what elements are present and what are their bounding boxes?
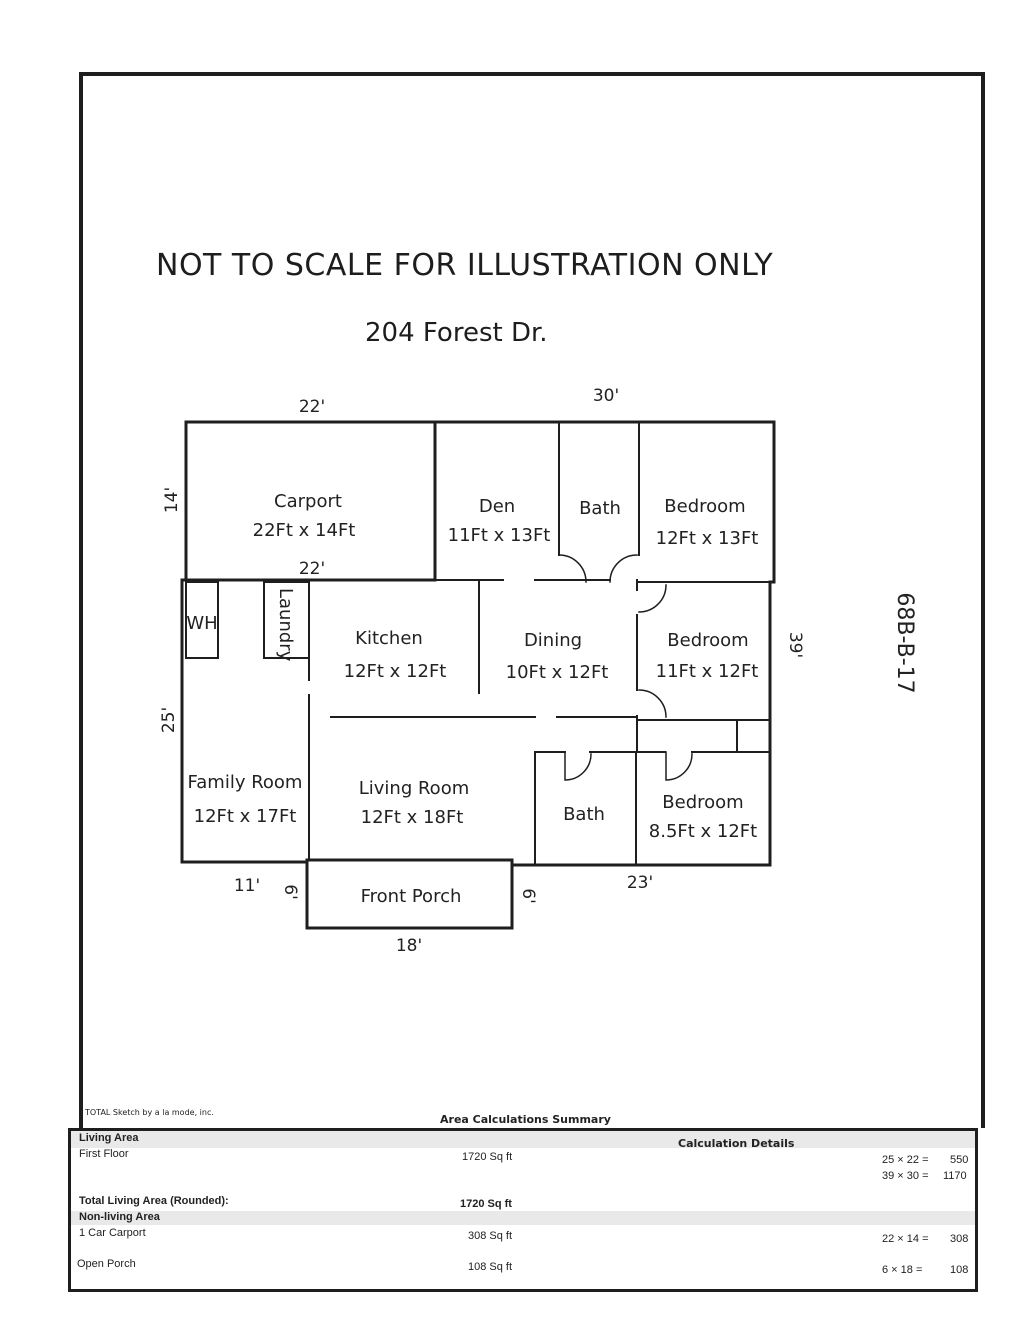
calc-2-result: 1170 [943,1170,967,1182]
dining-size: 10Ft x 12Ft [505,662,609,683]
dim-porch-bottom: 18' [395,936,423,956]
den-label: Den [478,496,516,517]
dim-porch-right: 6' [518,888,538,904]
family-room-size: 12Ft x 17Ft [193,806,297,827]
bath-top-label: Bath [579,498,621,519]
bedroom-2-size: 11Ft x 12Ft [655,661,759,682]
calc-3-result: 308 [950,1233,969,1245]
calc-2-expr: 39 × 30 = [882,1170,929,1182]
sheet-id: 68B-B-17 [892,592,917,694]
calc-details-title: Calculation Details [678,1137,795,1150]
bedroom-3-label: Bedroom [662,792,744,813]
calc-1-expr: 25 × 22 = [882,1154,929,1166]
carport-area-value: 308 Sq ft [468,1230,513,1242]
dining-label: Dining [523,630,583,651]
dim-top-left: 22' [298,397,326,417]
bedroom-1-label: Bedroom [664,496,746,517]
laundry-label: Laundry [275,588,296,662]
bedroom-3-size: 8.5Ft x 12Ft [648,821,758,842]
bath-bottom-label: Bath [563,804,605,825]
dim-right: 39' [785,631,805,659]
first-floor-value: 1720 Sq ft [462,1151,513,1163]
living-room-label: Living Room [358,778,470,799]
dim-porch-left: 6' [280,884,300,900]
not-to-scale-notice: NOT TO SCALE FOR ILLUSTRATION ONLY [156,248,774,283]
total-living-label: Total Living Area (Rounded): [79,1195,229,1207]
den-size: 11Ft x 13Ft [447,525,551,546]
calc-4-expr: 6 × 18 = [882,1264,923,1276]
dim-carport-bottom: 22' [298,559,326,579]
family-room-label: Family Room [187,772,303,793]
calc-4-result: 108 [950,1264,969,1276]
bedroom-1-size: 12Ft x 13Ft [655,528,759,549]
non-living-label: Non-living Area [79,1211,160,1223]
summary-table [68,1128,978,1292]
calc-1-result: 550 [950,1154,969,1166]
total-living-value: 1720 Sq ft [460,1198,512,1210]
wh-label: WH [186,613,218,634]
calc-3-expr: 22 × 14 = [882,1233,929,1245]
carport-label: Carport [274,491,342,512]
summary-title: Area Calculations Summary [440,1113,611,1126]
first-floor-label: First Floor [79,1148,129,1160]
dim-bottom-left: 11' [233,876,261,896]
living-room-size: 12Ft x 18Ft [360,807,464,828]
living-area-label: Living Area [79,1132,139,1144]
sketch-credit: TOTAL Sketch by a la mode, inc. [85,1108,214,1117]
bedroom-2-label: Bedroom [667,630,749,651]
property-address: 204 Forest Dr. [365,318,548,348]
dim-left-lower: 25' [159,706,179,734]
non-living-band [71,1211,975,1225]
kitchen-label: Kitchen [355,628,423,649]
carport-area-label: 1 Car Carport [79,1227,146,1239]
kitchen-size: 12Ft x 12Ft [343,661,447,682]
dim-left-upper: 14' [162,486,182,514]
living-area-band [71,1131,975,1148]
porch-area-label: Open Porch [77,1258,136,1270]
front-porch-label: Front Porch [360,886,462,907]
dim-bottom-right: 23' [626,873,654,893]
carport-size: 22Ft x 14Ft [252,520,356,541]
dim-top-right: 30' [592,386,620,406]
porch-area-value: 108 Sq ft [468,1261,513,1273]
